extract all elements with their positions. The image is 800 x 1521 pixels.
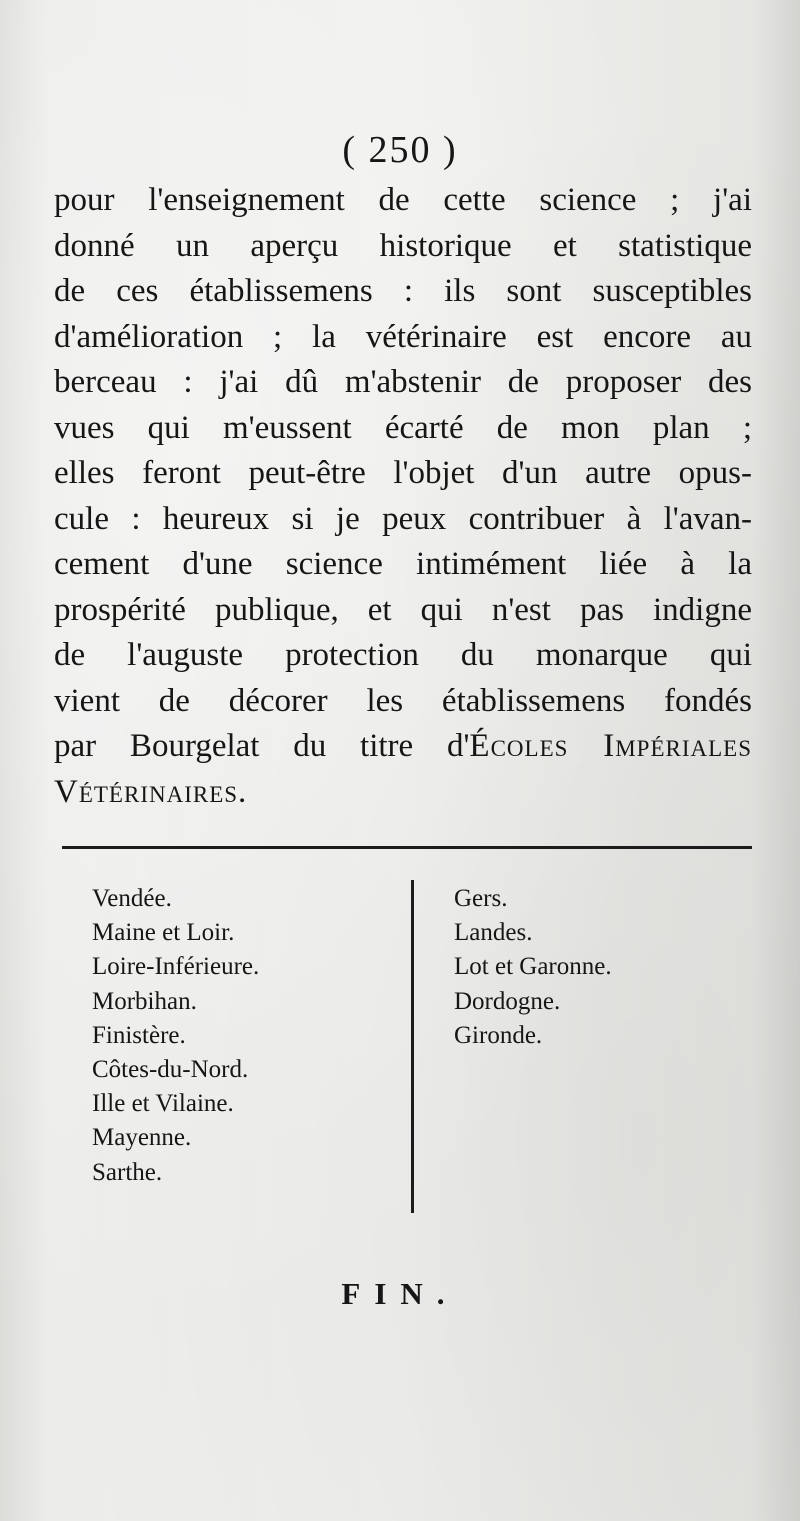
departments-list-right (454, 882, 754, 1053)
paragraph-line: de ces établissemens : ils sont susceptibles (54, 273, 752, 309)
paragraph-line: vues qui m'eussent écarté de mon plan ; (54, 409, 752, 446)
paragraph-line (54, 724, 752, 770)
department-item: Dordogne. (454, 987, 561, 1015)
paragraph-line-final (54, 770, 752, 816)
column-divider (411, 880, 414, 1213)
department-item: Finistère. (92, 1021, 186, 1049)
horizontal-rule (62, 846, 752, 849)
paragraph-line: d'amélioration ; la vétérinaire est encore au (54, 318, 752, 355)
department-item: Lot et Garonne. (454, 953, 612, 981)
schools-title-small-caps: Écoles Impériales (469, 728, 752, 764)
title-prefix-text: par Bourgelat du titre d' (54, 728, 470, 764)
paragraph-line: vient de décorer les établissemens fondés (54, 682, 752, 719)
end-mark: FIN. (341, 1276, 459, 1311)
paragraph-line: elles feront peut-être l'objet d'un autre opus- (54, 455, 752, 491)
paragraph-line: cement d'une science intimément liée à la (54, 546, 752, 582)
paragraph-line: pour l'enseignement de cette science ; j'ai (54, 182, 752, 218)
department-item: Vendée. (92, 885, 172, 912)
paragraph-line: berceau : j'ai dû m'abstenir de proposer des (54, 364, 752, 400)
paragraph-line: de l'auguste protection du monarque qui (54, 637, 752, 673)
paragraph-line: donné un aperçu historique et statistique (54, 227, 752, 264)
departments-list-left (92, 882, 402, 1190)
department-item: Morbihan. (92, 987, 197, 1015)
body-paragraph (54, 178, 752, 815)
schools-title-small-caps-end: Vétérinaires. (54, 773, 248, 810)
department-item: Mayenne. (92, 1124, 192, 1152)
department-item: Gers. (454, 885, 508, 912)
department-item: Ille et Vilaine. (92, 1090, 234, 1118)
department-item: Landes. (454, 919, 533, 947)
page-number: ( 250 ) (342, 129, 458, 171)
paragraph-line: cule : heureux si je peux contribuer à l'avan- (54, 500, 752, 537)
department-item: Gironde. (454, 1021, 543, 1049)
paragraph-line: prospérité publique, et qui n'est pas indigne (54, 591, 752, 628)
department-item: Loire-Inférieure. (92, 953, 260, 981)
department-item: Maine et Loir. (92, 919, 235, 947)
department-item: Côtes-du-Nord. (92, 1056, 249, 1084)
department-item: Sarthe. (92, 1158, 163, 1186)
